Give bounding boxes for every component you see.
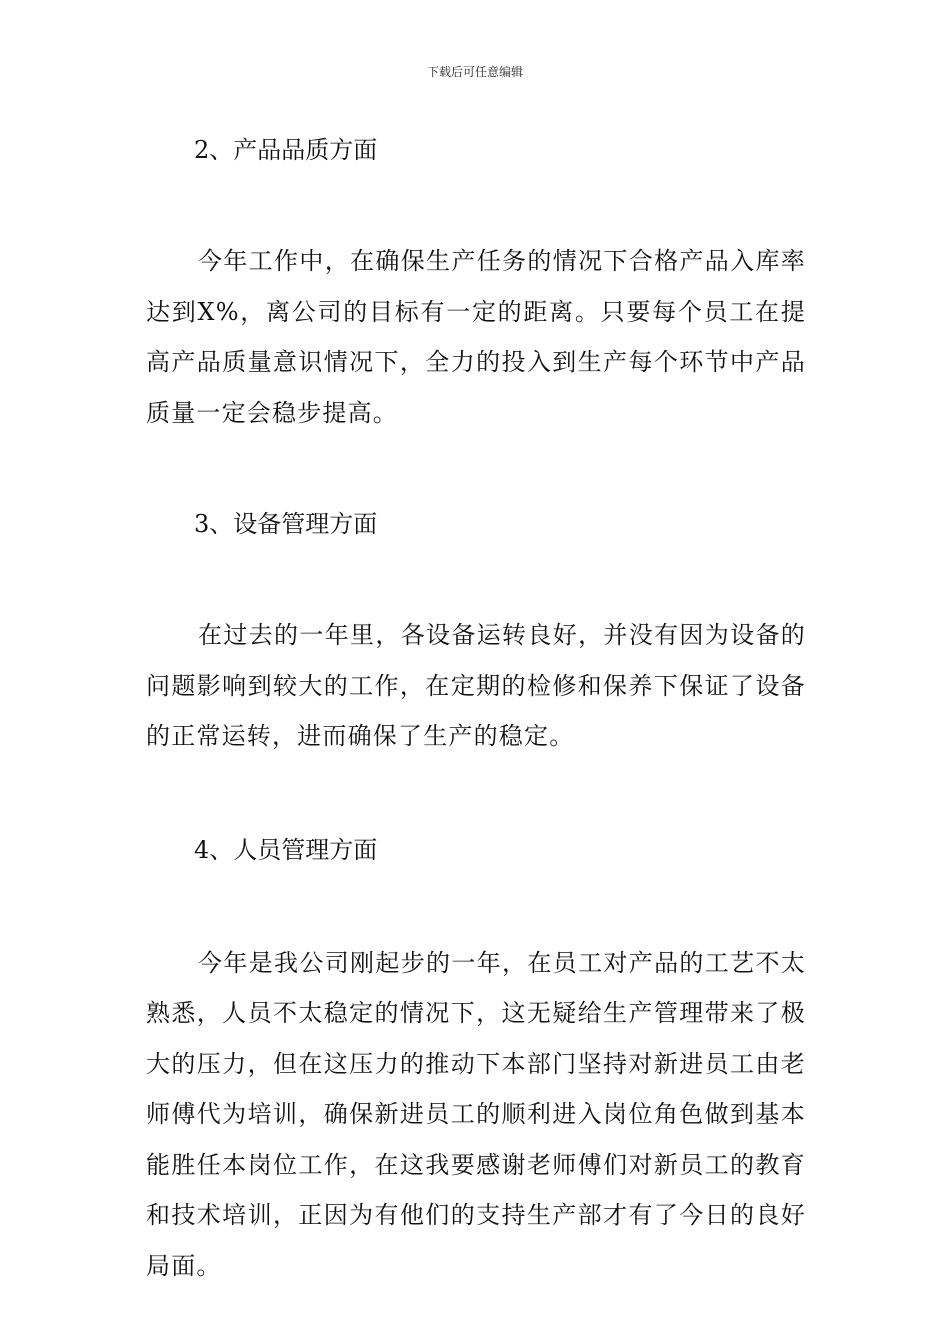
section-paragraph-product-quality: 今年工作中，在确保生产任务的情况下合格产品入库率达到X%，离公司的目标有一定的距离。只要每个员工在提高产品质量意识情况下，全力的投入到生产每个环节中产品质量一定会稳步提高。 (146, 247, 806, 427)
page-header: 下载后可任意编辑 (426, 65, 523, 79)
section-heading-personnel-management: 4、人员管理方面 (194, 835, 378, 864)
section-heading-product-quality: 2、产品品质方面 (194, 136, 378, 164)
section-paragraph-personnel-management: 今年是我公司刚起步的一年，在员工对产品的工艺不太熟悉，人员不太稳定的情况下，这无疑给生产管理带来了极大的压力，但在这压力的推动下本部门坚持对新进员工由老师傅代为培训，确保新进员工的顺利进入岗位角色做到基本能胜任本岗位工作，在这我要感谢老师傅们对新员工的教育和技术培训，正因为有他们的支持生产部才有了今日的良好局面。 (146, 948, 806, 1280)
section-heading-equipment-management: 3、设备管理方面 (194, 510, 378, 538)
section-paragraph-equipment-management: 在过去的一年里，各设备运转良好，并没有因为设备的问题影响到较大的工作，在定期的检修和保养下保证了设备的正常运转，进而确保了生产的稳定。 (146, 621, 806, 750)
document-body (146, 126, 806, 1291)
